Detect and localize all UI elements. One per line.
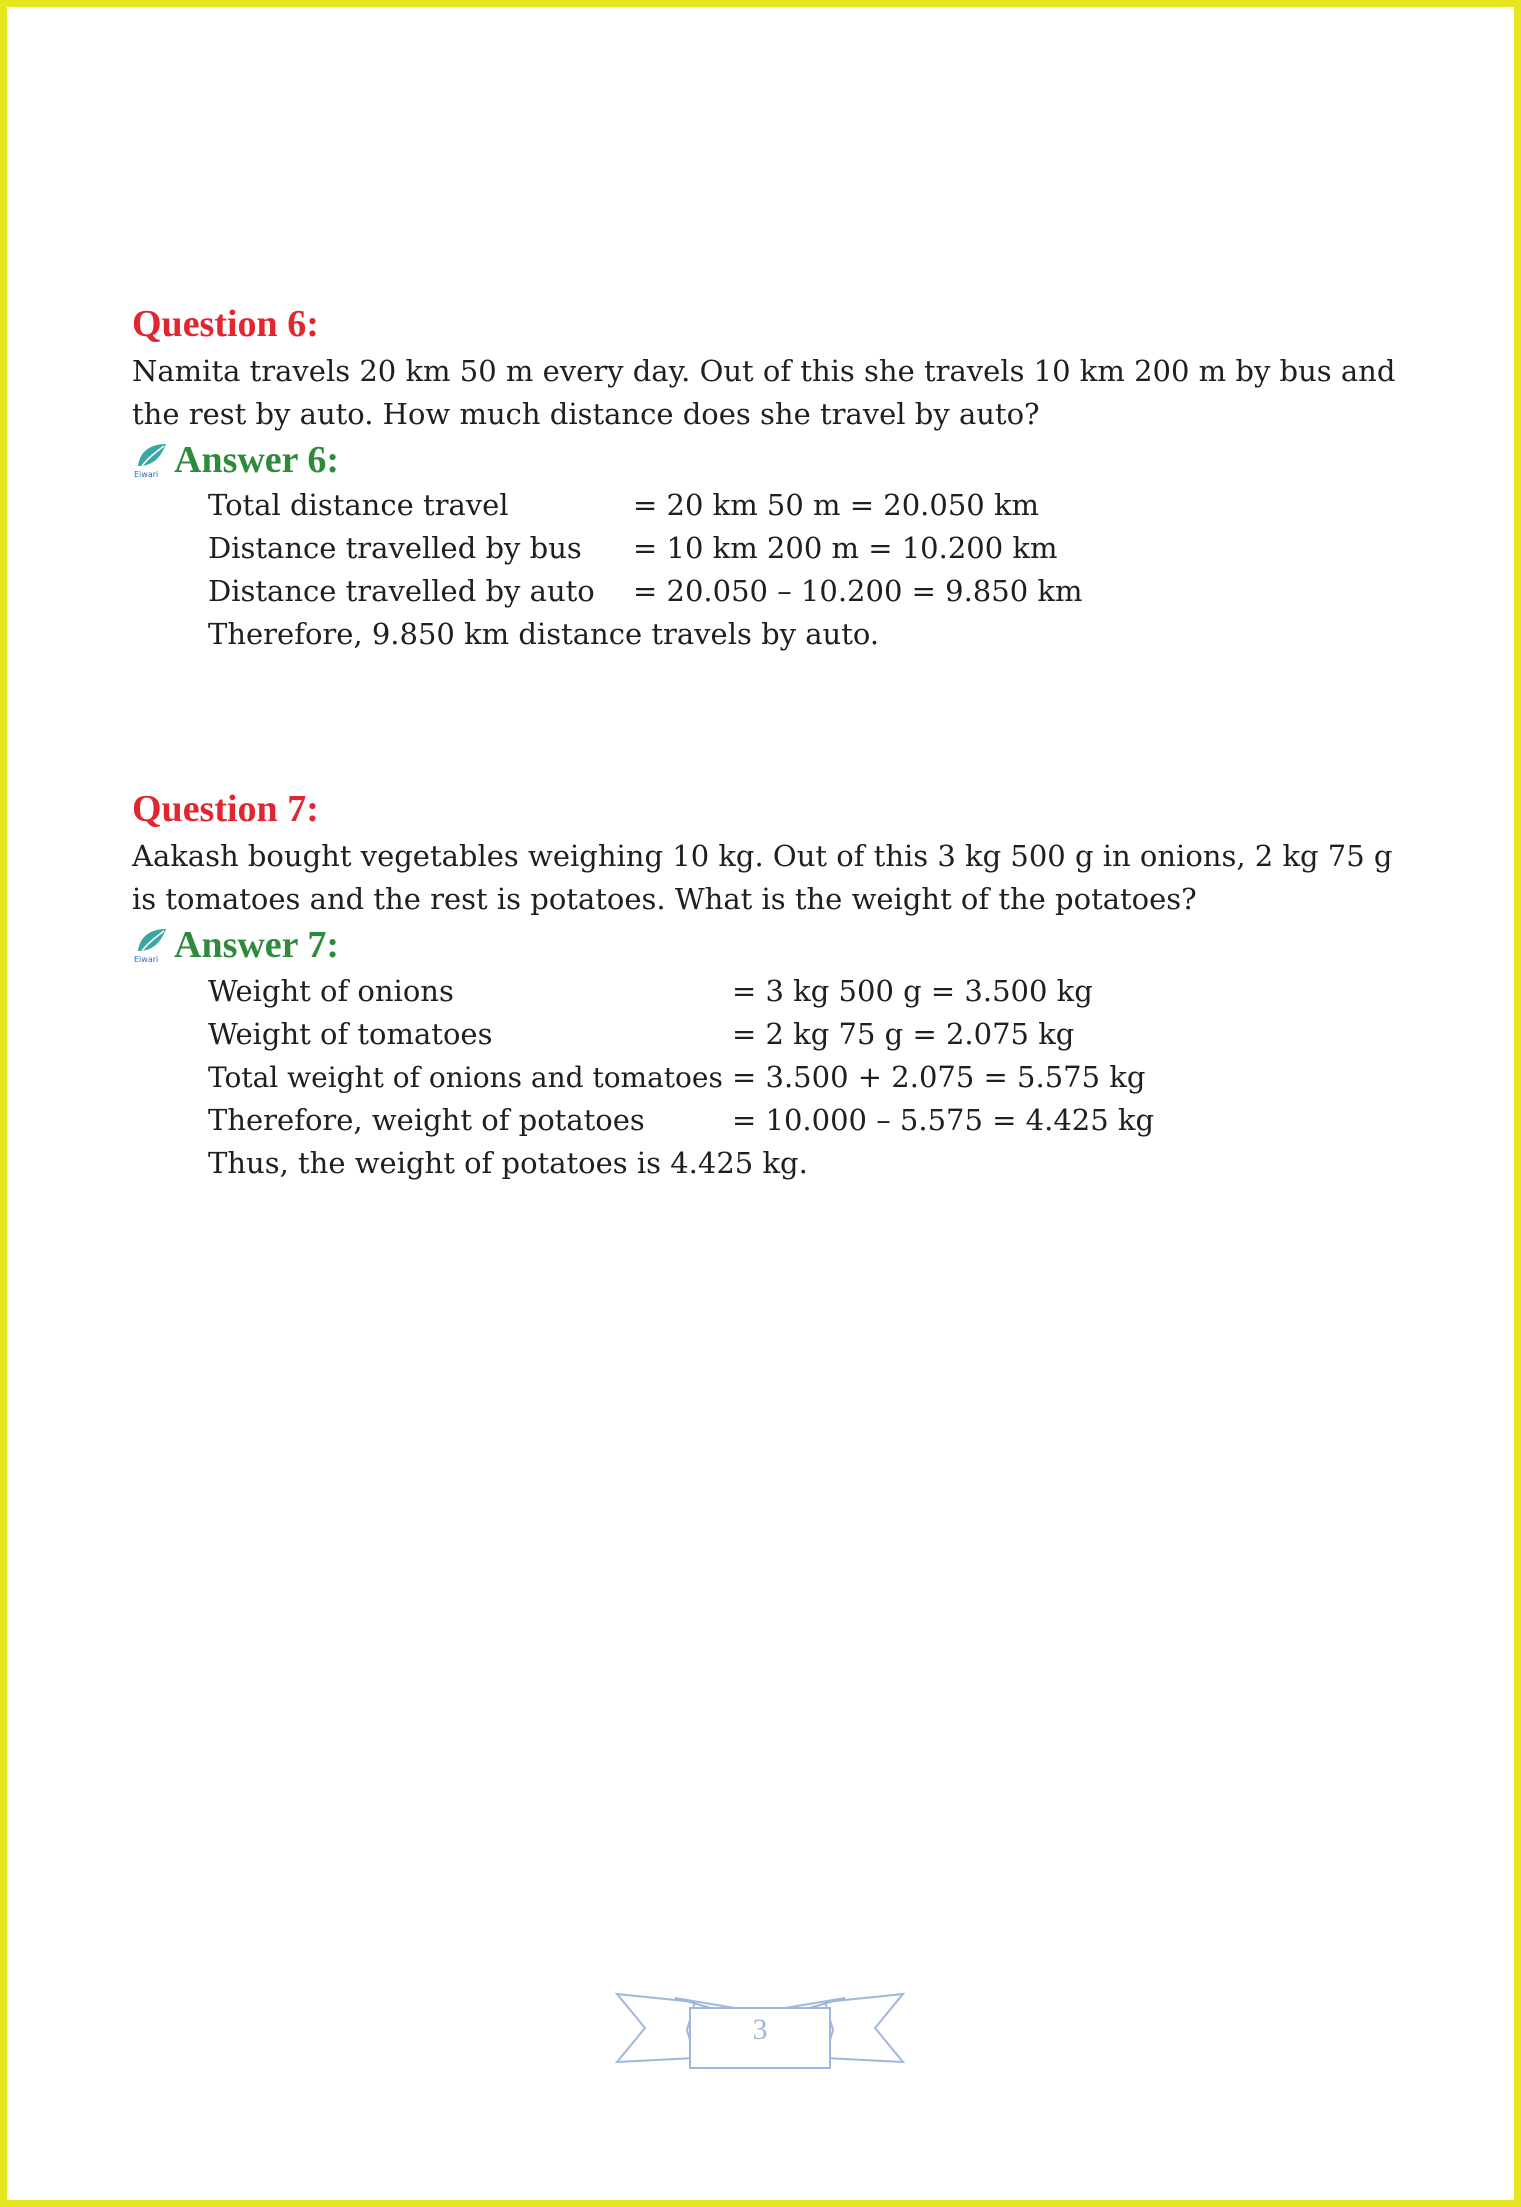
logo-text: Eiwari bbox=[134, 955, 159, 964]
answer-7-row-value: = 2 kg 75 g = 2.075 kg bbox=[732, 1017, 1075, 1051]
leaf-logo-icon bbox=[132, 925, 170, 965]
answer-7-row-label: Weight of onions bbox=[208, 974, 454, 1008]
answer-7-row-label: Weight of tomatoes bbox=[208, 1017, 493, 1051]
question-6-title: Question 6: bbox=[132, 303, 319, 345]
answer-7-row-value: = 3 kg 500 g = 3.500 kg bbox=[732, 974, 1093, 1008]
answer-6-row-label: Distance travelled by auto bbox=[208, 574, 595, 608]
answer-6-conclusion: Therefore, 9.850 km distance travels by auto. bbox=[208, 617, 880, 651]
leaf-logo-icon bbox=[132, 440, 170, 480]
answer-7-row-label: Therefore, weight of potatoes bbox=[208, 1103, 645, 1137]
logo-text: Eiwari bbox=[134, 470, 159, 479]
answer-6-row-value: = 20 km 50 m = 20.050 km bbox=[633, 488, 1040, 522]
answer-7-row-value: = 10.000 – 5.575 = 4.425 kg bbox=[732, 1103, 1155, 1137]
answer-6-row-value: = 10 km 200 m = 10.200 km bbox=[633, 531, 1058, 565]
answer-6-row-label: Distance travelled by bus bbox=[208, 531, 582, 565]
answer-7-row-value: = 3.500 + 2.075 = 5.575 kg bbox=[732, 1060, 1146, 1094]
answer-7-conclusion: Thus, the weight of potatoes is 4.425 kg. bbox=[208, 1146, 808, 1180]
page-number: 3 bbox=[752, 2013, 768, 2046]
question-7-title: Question 7: bbox=[132, 788, 319, 830]
answer-6-row-label: Total distance travel bbox=[208, 488, 509, 522]
page-number-ribbon bbox=[615, 1988, 905, 2074]
answer-7-heading bbox=[132, 923, 339, 967]
answer-7-row-label: Total weight of onions and tomatoes bbox=[208, 1061, 723, 1094]
answer-6-row-value: = 20.050 – 10.200 = 9.850 km bbox=[633, 574, 1083, 608]
answer-7-title: Answer 7: bbox=[174, 924, 340, 966]
question-7-text: Aakash bought vegetables weighing 10 kg. Out of this 3 kg 500 g in onions, 2 kg 75 g is tomatoes and the rest is potatoes. What is the weight of the potatoes? bbox=[132, 839, 1393, 916]
answer-6-title: Answer 6: bbox=[174, 439, 340, 481]
question-6-text: Namita travels 20 km 50 m every day. Out of this she travels 10 km 200 m by bus and the rest by auto. How much distance does she travel by auto? bbox=[132, 354, 1396, 431]
answer-6-heading bbox=[132, 438, 339, 482]
